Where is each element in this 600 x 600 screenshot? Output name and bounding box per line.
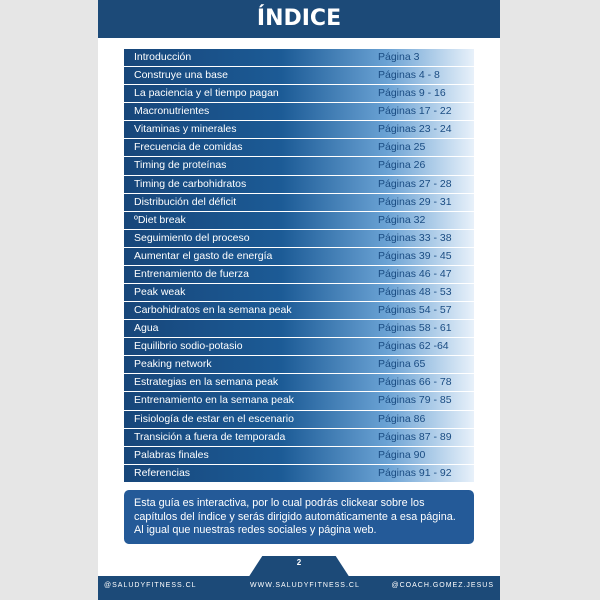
toc-entry-label: Carbohidratos en la semana peak: [134, 304, 292, 317]
toc-entry[interactable]: [124, 121, 474, 139]
toc-entry[interactable]: [124, 374, 474, 392]
toc-entry-page: Páginas 62 -64: [378, 340, 449, 353]
toc-entry[interactable]: [124, 356, 474, 374]
toc-entry-page: Página 3: [378, 51, 420, 63]
toc-entry-label: Distribución del déficit: [134, 195, 237, 208]
toc-entry-label: Aumentar el gasto de energía: [134, 249, 273, 262]
toc-entry-page: Páginas 87 - 89: [378, 430, 452, 443]
toc-entry-label: Timing de proteínas: [134, 159, 227, 172]
toc-entry-page: Páginas 9 - 16: [378, 87, 446, 100]
toc-entry[interactable]: [124, 157, 474, 175]
toc-entry[interactable]: [124, 411, 474, 429]
toc-entry-label: Macronutrientes: [134, 105, 210, 118]
toc-entry-label: Fisiología de estar en el escenario: [134, 412, 294, 425]
toc-entry-page: Páginas 27 - 28: [378, 177, 452, 190]
toc-entry-label: Agua: [134, 322, 159, 335]
toc-entry[interactable]: [124, 49, 474, 67]
toc-entry[interactable]: [124, 176, 474, 194]
toc-entry-page: Página 26: [378, 159, 426, 172]
toc-entry[interactable]: [124, 392, 474, 410]
toc-entry[interactable]: [124, 429, 474, 447]
toc-entry-page: Página 90: [378, 448, 426, 461]
toc-entry-page: Páginas 17 - 22: [378, 105, 452, 118]
toc-entry-label: Estrategias en la semana peak: [134, 376, 279, 389]
toc-entry-label: Palabras finales: [134, 448, 209, 461]
instagram-link-coach[interactable]: @COACH.GOMEZ.JESUS: [391, 582, 494, 589]
toc-entry-page: Páginas 79 - 85: [378, 394, 452, 407]
toc-entry-page: Páginas 58 - 61: [378, 322, 452, 335]
toc-entry-label: Timing de carbohidratos: [134, 177, 247, 190]
page-title: ÍNDICE: [256, 6, 342, 31]
page-number: 2: [296, 558, 302, 567]
toc-entry-label: Peaking network: [134, 358, 212, 371]
toc-entry[interactable]: [124, 139, 474, 157]
toc-entry-label: Introducción: [134, 51, 192, 63]
toc-entry-label: Frecuencia de comidas: [134, 141, 243, 154]
toc-entry-label: Construye una base: [134, 69, 228, 82]
toc-entry[interactable]: [124, 67, 474, 85]
toc-entry[interactable]: [124, 194, 474, 212]
toc-entry-page: Páginas 66 - 78: [378, 376, 452, 389]
toc-entry[interactable]: [124, 103, 474, 121]
toc-entry[interactable]: [124, 284, 474, 302]
website-link[interactable]: WWW.SALUDYFITNESS.CL: [250, 582, 360, 589]
header-bar: [98, 0, 500, 38]
document-page: [98, 0, 500, 600]
toc-entry-page: Páginas 4 - 8: [378, 69, 440, 82]
toc-entry[interactable]: [124, 248, 474, 266]
toc-entry[interactable]: [124, 302, 474, 320]
toc-entry-page: Página 65: [378, 358, 426, 371]
toc-entry-page: Páginas 46 - 47: [378, 267, 452, 280]
toc-entry-label: Entrenamiento de fuerza: [134, 267, 249, 280]
toc-entry-label: Transición a fuera de temporada: [134, 430, 286, 443]
toc-entry-label: Referencias: [134, 466, 191, 479]
toc-entry-label: Peak weak: [134, 286, 186, 299]
toc-entry-label: Vitaminas y minerales: [134, 123, 237, 136]
toc-entry-label: ºDiet break: [134, 213, 186, 226]
toc-entry[interactable]: [124, 320, 474, 338]
toc-entry[interactable]: [124, 338, 474, 356]
toc-entry-page: Páginas 23 - 24: [378, 123, 452, 136]
toc-entry[interactable]: [124, 266, 474, 284]
toc-entry[interactable]: [124, 85, 474, 103]
toc-entry-page: Página 25: [378, 141, 426, 154]
toc-entry-page: Páginas 54 - 57: [378, 304, 452, 317]
toc-entry-page: Páginas 91 - 92: [378, 466, 452, 479]
toc-entry-label: Seguimiento del proceso: [134, 231, 250, 244]
toc-entry[interactable]: [124, 230, 474, 248]
toc-entry[interactable]: [124, 465, 474, 483]
toc-entry-page: Páginas 29 - 31: [378, 195, 452, 208]
toc-entry-page: Páginas 33 - 38: [378, 231, 452, 244]
toc-entry-page: Página 86: [378, 412, 426, 425]
toc-entry-label: Equilibrio sodio-potasio: [134, 340, 243, 353]
table-of-contents: [124, 49, 474, 483]
instagram-link-saludyfitness[interactable]: @SALUDYFITNESS.CL: [104, 582, 197, 589]
toc-entry-label: Entrenamiento en la semana peak: [134, 394, 294, 407]
toc-entry-page: Página 32: [378, 213, 426, 226]
toc-entry-page: Páginas 48 - 53: [378, 286, 452, 299]
toc-entry-label: La paciencia y el tiempo pagan: [134, 87, 279, 100]
toc-entry-page: Páginas 39 - 45: [378, 249, 452, 262]
toc-entry[interactable]: [124, 447, 474, 465]
info-note: Esta guía es interactiva, por lo cual podrás clickear sobre los capítulos del índice y serás dirigido automáticamente a esa página. Al igual que nuestras redes sociales y página web.: [124, 490, 474, 544]
toc-entry[interactable]: [124, 212, 474, 230]
